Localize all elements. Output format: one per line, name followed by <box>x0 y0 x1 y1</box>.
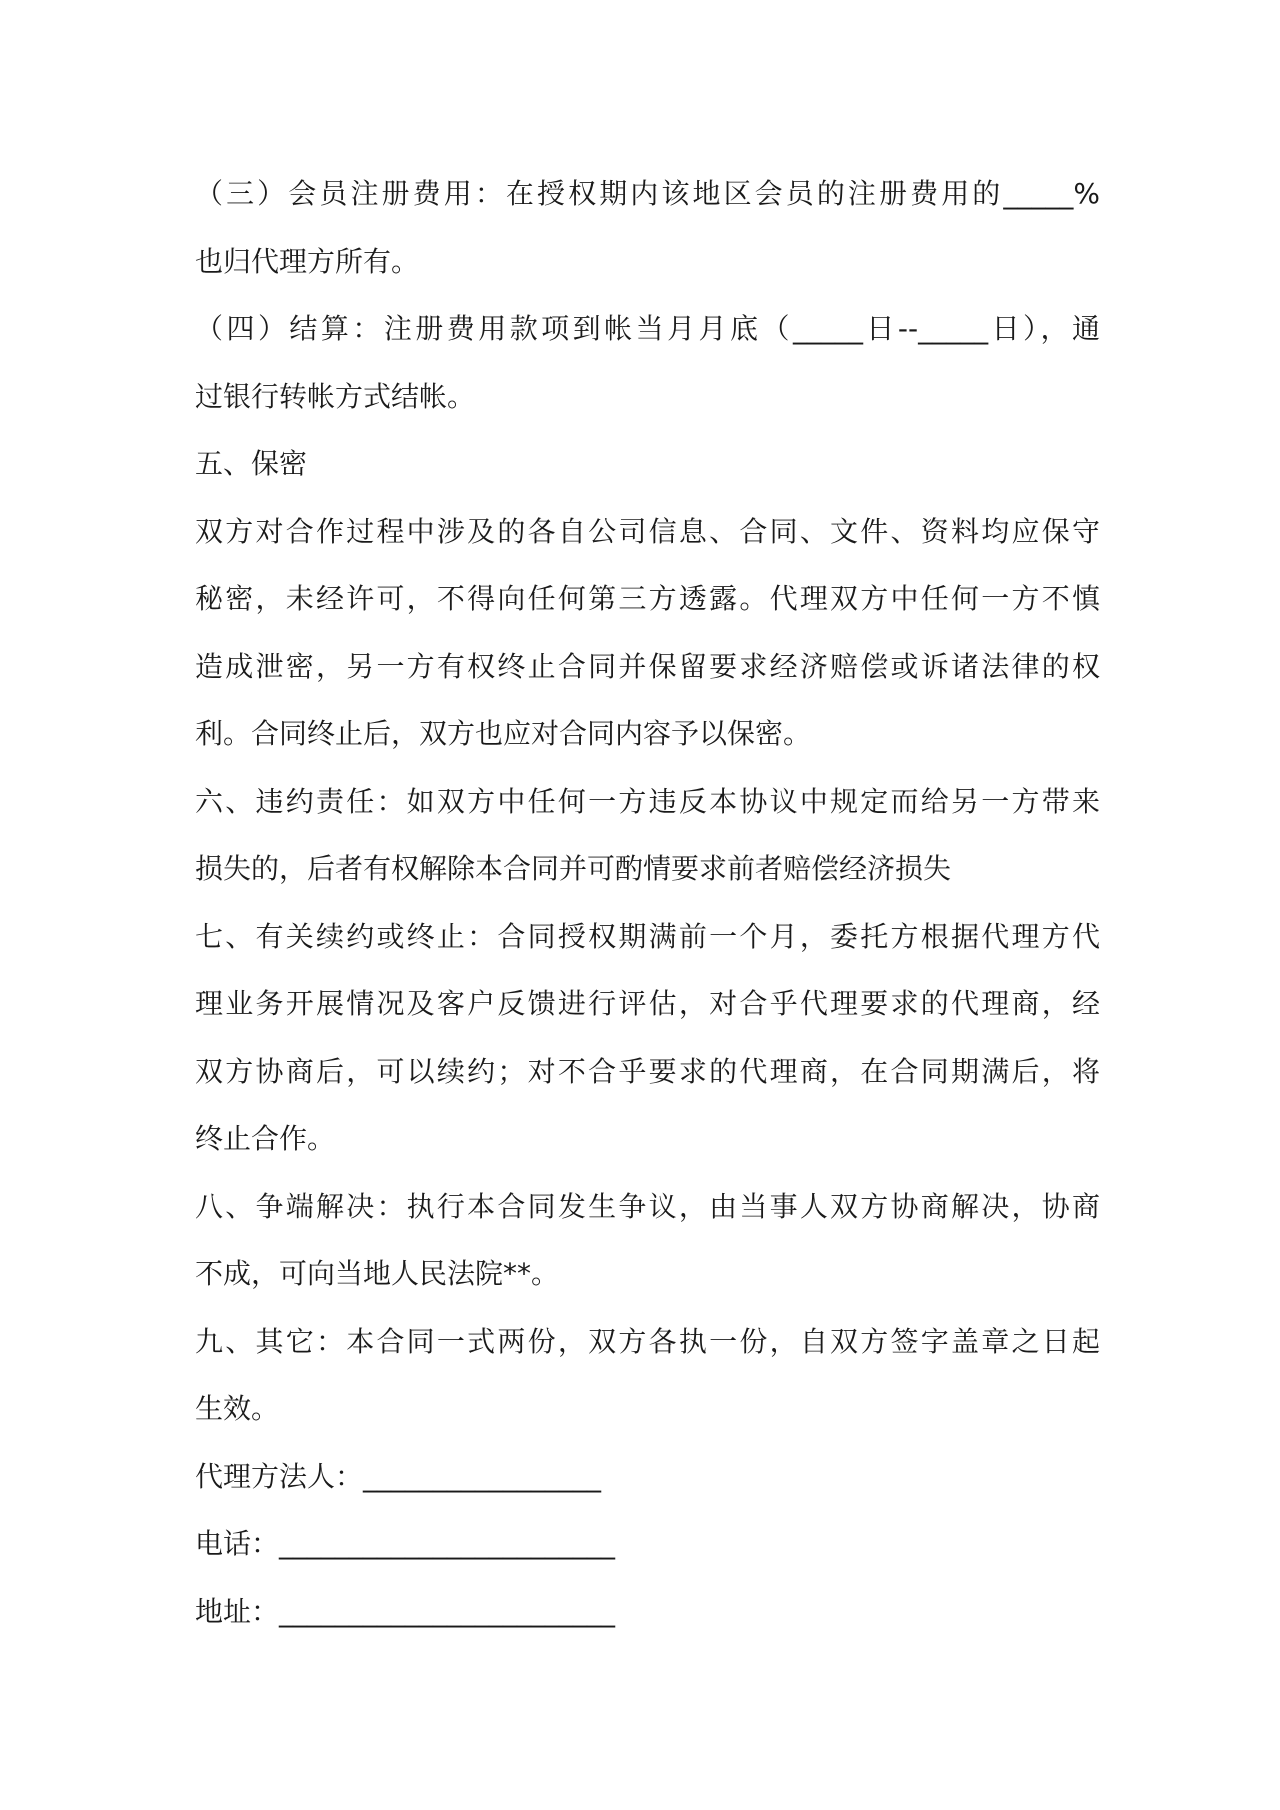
clause-3-membership-fee-line-1: （三）会员注册费用：在授权期内该地区会员的注册费用的_____% <box>195 177 1100 210</box>
clause-4-settlement-line-2: 过银行转帐方式结帐。 <box>195 379 476 413</box>
section-9-other-line-1: 九、其它：本合同一式两份，双方各执一份，自双方签字盖章之日起 <box>195 1324 1100 1358</box>
clause-3-membership-fee-line-2: 也归代理方所有。 <box>195 244 420 278</box>
section-8-dispute-line-2: 不成，可向当地人民法院**。 <box>195 1257 560 1290</box>
section-5-confidentiality-line-4: 利。合同终止后，双方也应对合同内容予以保密。 <box>195 717 812 750</box>
section-7-renewal-line-4: 终止合作。 <box>195 1122 336 1155</box>
section-8-dispute-line-1: 八、争端解决：执行本合同发生争议，由当事人双方协商解决，协商 <box>195 1189 1100 1223</box>
section-9-other-line-2: 生效。 <box>195 1392 280 1425</box>
section-5-confidentiality-line-3: 造成泄密，另一方有权终止合同并保留要求经济赔偿或诉诸法律的权 <box>195 649 1100 683</box>
section-5-confidentiality-line-2: 秘密，未经许可，不得向任何第三方透露。代理双方中任何一方不慎 <box>195 582 1100 615</box>
section-7-renewal-line-2: 理业务开展情况及客户反馈进行评估，对合乎代理要求的代理商，经 <box>195 987 1100 1020</box>
section-7-renewal-line-3: 双方协商后，可以续约；对不合乎要求的代理商，在合同期满后，将 <box>195 1054 1100 1088</box>
section-7-renewal-line-1: 七、有关续约或终止：合同授权期满前一个月，委托方根据代理方代 <box>195 919 1100 953</box>
contract-body <box>195 160 1100 1645</box>
section-6-liability-line-1: 六、违约责任：如双方中任何一方违反本协议中规定而给另一方带来 <box>195 784 1100 818</box>
section-6-liability-line-2: 损失的，后者有权解除本合同并可酌情要求前者赔偿经济损失 <box>195 852 952 885</box>
clause-4-settlement-line-1: （四）结算：注册费用款项到帐当月月底（_____日--_____日），通 <box>195 312 1100 345</box>
address-field: 地址：________________________ <box>195 1594 616 1628</box>
phone-field: 电话：________________________ <box>195 1527 616 1560</box>
section-5-heading: 五、保密 <box>195 447 308 480</box>
section-5-confidentiality-line-1: 双方对合作过程中涉及的各自公司信息、合同、文件、资料均应保守 <box>195 514 1100 548</box>
agent-legal-rep-field: 代理方法人：_________________ <box>195 1459 602 1493</box>
